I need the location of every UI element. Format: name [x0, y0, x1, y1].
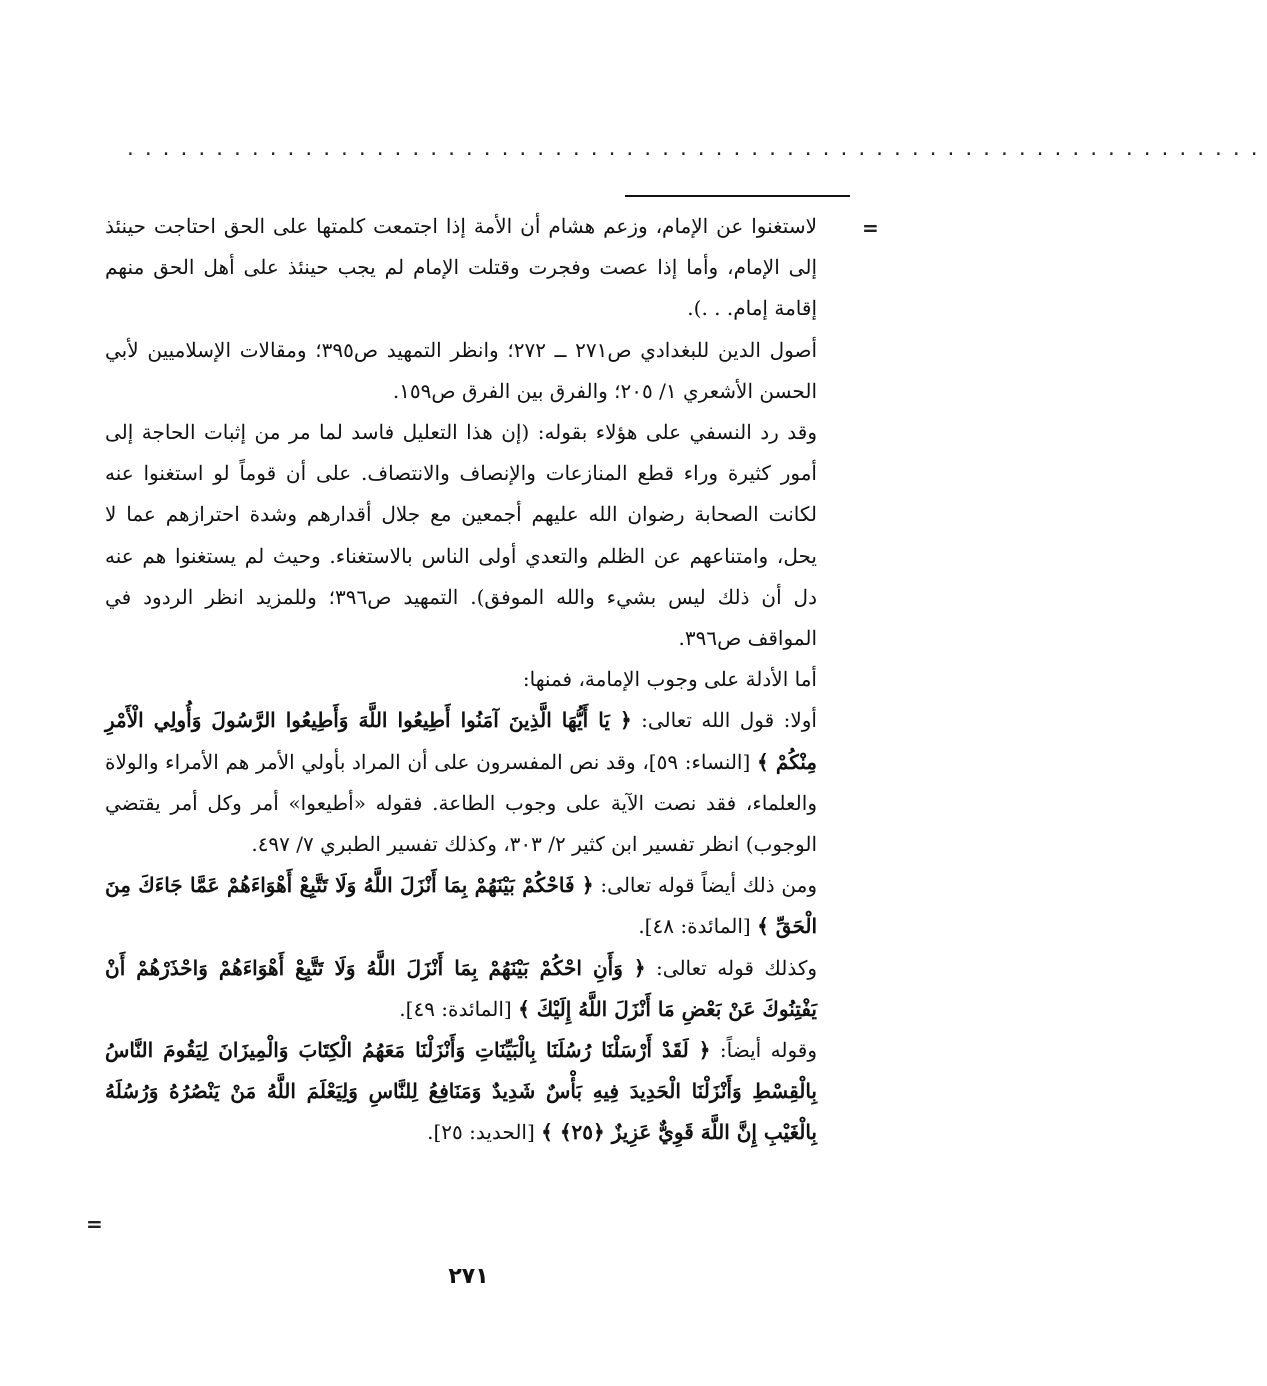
paragraph-8-citation: [الحديد: ٢٥].	[427, 1120, 542, 1145]
paragraph-5	[105, 700, 817, 865]
quran-verse-maidah-48: ﴿ فَاحْكُمْ بَيْنَهُمْ بِمَا أَنْزَلَ اللَّهُ وَلَا تَتَّبِعْ أَهْوَاءَهُمْ عَمَّا جَاءَكَ مِنَ الْحَقِّ ﴾	[105, 873, 817, 939]
paragraph-4-text: أما الأدلة على وجوب الإمامة، فمنها:	[522, 667, 817, 692]
paragraph-6-intro: ومن ذلك أيضاً قوله تعالى:	[593, 873, 817, 898]
continuation-mark-top: =	[862, 216, 879, 240]
paragraph-6	[105, 865, 817, 947]
continuation-mark-bottom: =	[86, 1212, 103, 1236]
paragraph-5-intro: أولا: قول الله تعالى:	[631, 708, 817, 733]
quran-verse-maidah-49: ﴿ وَأَنِ احْكُمْ بَيْنَهُمْ بِمَا أَنْزَلَ اللَّهُ وَلَا تَتَّبِعْ أَهْوَاءَهُمْ وَاحْذَرْهُمْ أَنْ يَفْتِنُوكَ عَنْ بَعْضِ مَا أَنْزَلَ اللَّهُ إِلَيْكَ ﴾	[105, 955, 817, 1021]
paragraph-7-intro: وكذلك قوله تعالى:	[645, 955, 818, 980]
paragraph-3	[105, 412, 817, 659]
page-number: ٢٧١	[448, 1264, 489, 1289]
paragraph-2	[105, 330, 817, 412]
paragraph-1	[105, 206, 817, 330]
footnote-rule	[625, 195, 850, 197]
paragraph-7	[105, 948, 817, 1030]
paragraph-5-commentary: [النساء: ٥٩]، وقد نص المفسرون على أن المراد بأولي الأمر هم الأمراء والولاة والعلماء، فقد نصت الآية على وجوب الطاعة. فقوله «أطيعوا» أمر وكل أمر يقتضي الوجوب) انظر تفسير ابن كثير ٢/ ٣٠٣، وكذلك تفسير الطبري ٧/ ٤٩٧.	[105, 749, 817, 857]
footnote-text-block	[105, 206, 817, 1154]
paragraph-1-text: لاستغنوا عن الإمام، وزعم هشام أن الأمة إذا اجتمعت كلمتها على الحق احتاجت حينئذ إلى الإمام، وأما إذا عصت وفجرت وقتلت الإمام لم يجب حينئذ على أهل الحق منهم إقامة إمام. . .).	[105, 214, 817, 321]
header-dotted-separator: ................................................................	[125, 139, 1267, 160]
paragraph-6-citation: [المائدة: ٤٨].	[638, 914, 758, 939]
paragraph-3-text: وقد رد النسفي على هؤلاء بقوله: (إن هذا التعليل فاسد لما مر من إثبات الحاجة إلى أمور كثيرة وراء قطع المنازعات والإنصاف والانتصاف. على أن قوماً لو استغنوا عنه لكانت الصحابة رضوان الله عليهم أجمعين مع جلال أقدارهم وشدة احترازهم عما لا يحل، وامتناعهم عن الظلم والتعدي أولى الناس بالاستغناء. وحيث لم يستغنوا هم عنه دل أن ذلك ليس بشيء والله الموفق). التمهيد ص٣٩٦؛ وللمزيد انظر الردود في المواقف ص٣٩٦.	[105, 420, 817, 651]
paragraph-4	[105, 659, 817, 700]
paragraph-8-intro: وقوله أيضاً:	[710, 1038, 817, 1063]
quran-verse-hadid-25: ﴿ لَقَدْ أَرْسَلْنَا رُسُلَنَا بِالْبَيِّنَاتِ وَأَنْزَلْنَا مَعَهُمُ الْكِتَابَ وَالْمِيزَانَ لِيَقُومَ النَّاسُ بِالْقِسْطِ وَأَنْزَلْنَا الْحَدِيدَ فِيهِ بَأْسٌ شَدِيدٌ وَمَنَافِعُ لِلنَّاسِ وَلِيَعْلَمَ اللَّهُ مَنْ يَنْصُرُهُ وَرُسُلَهُ بِالْغَيْبِ إِنَّ اللَّهَ قَوِيٌّ عَزِيزٌ ﴿٢٥﴾ ﴾	[105, 1038, 817, 1145]
paragraph-8	[105, 1030, 817, 1154]
quran-verse-nisa-59: ﴿ يَا أَيُّهَا الَّذِينَ آمَنُوا أَطِيعُوا اللَّهَ وَأَطِيعُوا الرَّسُولَ وَأُولِي الْأَمْرِ مِنْكُمْ ﴾	[105, 708, 817, 774]
paragraph-7-citation: [المائدة: ٤٩].	[399, 996, 519, 1021]
paragraph-2-text: أصول الدين للبغدادي ص٢٧١ ــ ٢٧٢؛ وانظر التمهيد ص٣٩٥؛ ومقالات الإسلاميين لأبي الحسن الأشعري ١/ ٢٠٥؛ والفرق بين الفرق ص١٥٩.	[105, 337, 817, 403]
